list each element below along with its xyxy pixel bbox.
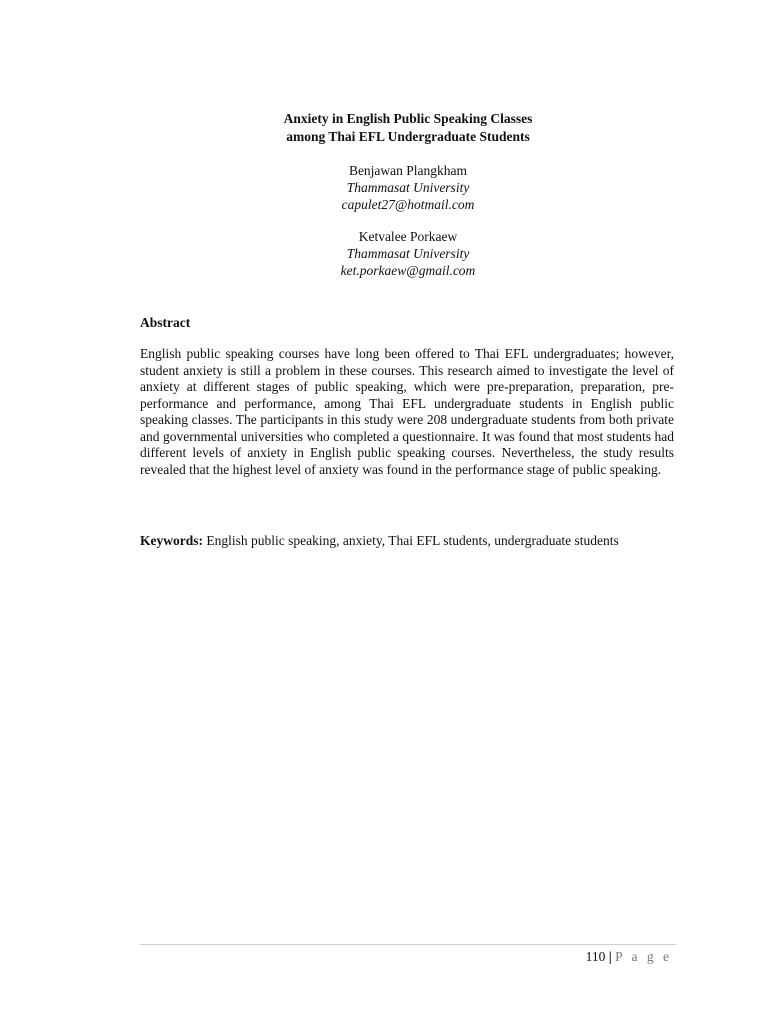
paper-title bbox=[140, 110, 676, 146]
footer-divider bbox=[140, 944, 676, 945]
author-block-1 bbox=[140, 162, 676, 213]
keywords bbox=[140, 532, 674, 549]
author-email: ket.porkaew@gmail.com bbox=[340, 263, 476, 278]
author-name: Benjawan Plangkham bbox=[348, 163, 468, 178]
author-email: capulet27@hotmail.com bbox=[341, 197, 475, 212]
keywords-text: English public speaking, anxiety, Thai EFL students, undergraduate students bbox=[206, 533, 619, 548]
keywords-label: Keywords: bbox=[140, 533, 203, 548]
page-footer bbox=[586, 948, 672, 965]
title-line-2: among Thai EFL Undergraduate Students bbox=[286, 129, 530, 144]
author-block-2 bbox=[140, 228, 676, 279]
page-number: 110 bbox=[585, 949, 606, 964]
author-name: Ketvalee Porkaew bbox=[358, 229, 458, 244]
title-line-1: Anxiety in English Public Speaking Classes bbox=[283, 111, 533, 126]
author-affiliation: Thammasat University bbox=[346, 246, 470, 261]
abstract-text: English public speaking courses have long been offered to Thai EFL undergraduates; however, student anxiety is still a problem in these courses. This research aimed to investigate the level of anxiety at different stages of public speaking, which were pre-preparation, preparation, pre-performance and performance, among Thai EFL undergraduate students in English public speaking classes. The participants in this study were 208 undergraduate students from both private and governmental universities who completed a questionnaire. It was found that most students had different levels of anxiety in English public speaking courses. Nevertheless, the study results revealed that the highest level of anxiety was found in the performance stage of public speaking. bbox=[140, 346, 674, 477]
author-affiliation: Thammasat University bbox=[346, 180, 470, 195]
abstract-heading: Abstract bbox=[140, 315, 191, 330]
footer-separator: | bbox=[608, 949, 612, 964]
page-word: P a g e bbox=[615, 949, 672, 964]
